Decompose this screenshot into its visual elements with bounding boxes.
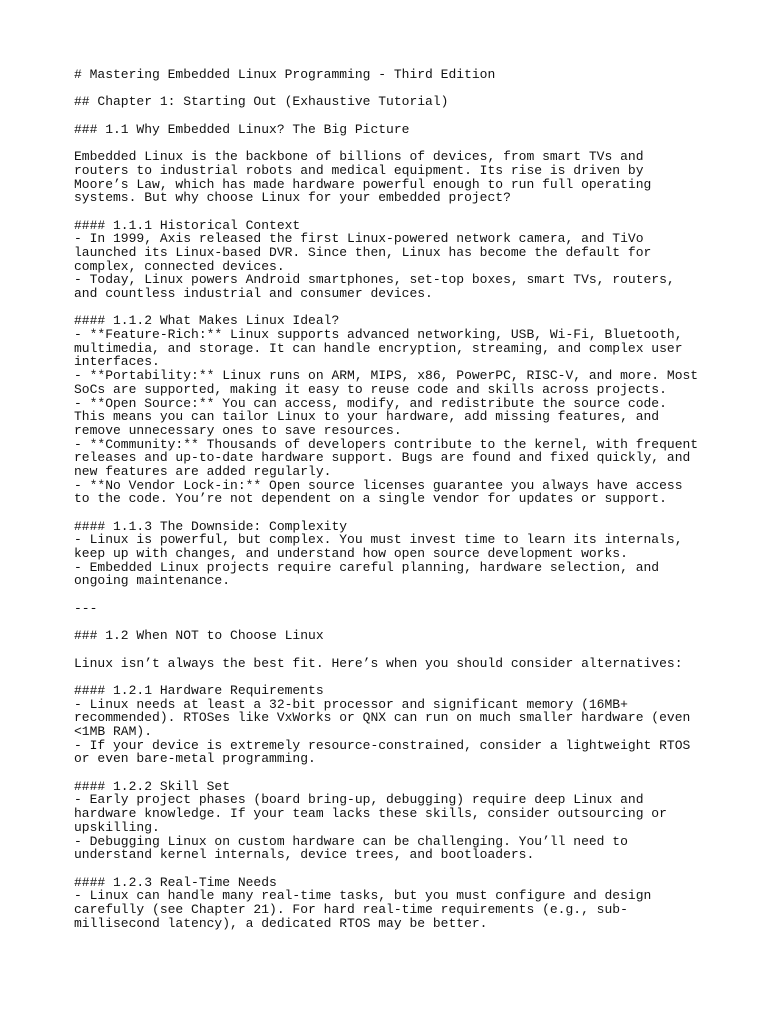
list-item-line: - In 1999, Axis released the first Linux-powered network camera, and TiVo [74,231,644,247]
text-line: or even bare-metal programming. [74,751,316,767]
text-line: ongoing maintenance. [74,573,231,589]
document-title: # Mastering Embedded Linux Programming - Third Edition [74,67,496,82]
blank-line [74,643,704,657]
text-line: hardware knowledge. If your team lacks these skills, consider outsourcing or [74,806,667,822]
text-line: Moore’s Law, which has made hardware powerful enough to run full operating [74,176,652,192]
blank-line [74,301,704,315]
text-line: <1MB RAM). [74,724,153,739]
list-item-line: - **Portability:** Linux runs on ARM, MIPS, x86, PowerPC, RISC-V, and more. Most [74,368,699,384]
subsection-heading: #### 1.2.3 Real-Time Needs [74,874,277,890]
subsection-heading: #### 1.1.2 What Makes Linux Ideal? [74,313,340,329]
blank-line [74,588,704,602]
text-line: understand kernel internals, device trees, and bootloaders. [74,847,535,863]
subsection-heading: #### 1.1.3 The Downside: Complexity [74,518,348,534]
text-line: complex, connected devices. [74,258,285,274]
blank-line [74,670,704,684]
list-item-line: - **Feature-Rich:** Linux supports advanced networking, USB, Wi-Fi, Bluetooth, [74,327,683,343]
text-line: Linux isn’t always the best fit. Here’s when you should consider alternatives: [74,655,683,671]
blank-line [74,82,704,96]
text-line: multimedia, and storage. It can handle encryption, streaming, and complex user [74,340,683,356]
list-item-line: - Linux is powerful, but complex. You must invest time to learn its internals, [74,532,683,548]
list-item-line: - If your device is extremely resource-constrained, consider a lightweight RTOS [74,737,691,753]
text-line: carefully (see Chapter 21). For hard real-time requirements (e.g., sub- [74,901,628,917]
text-line: systems. But why choose Linux for your embedded project? [74,190,511,206]
text-line: remove unnecessary ones to save resources. [74,422,402,438]
list-item-line: - Early project phases (board bring-up, debugging) require deep Linux and [74,792,644,808]
blank-line [74,506,704,520]
text-line: launched its Linux-based DVR. Since then, Linux has become the default for [74,244,652,260]
blank-line [74,136,704,150]
blank-line [74,109,704,123]
text-line: millisecond latency), a dedicated RTOS may be better. [74,915,488,931]
blank-line [74,616,704,630]
text-line: routers to industrial robots and medical equipment. Its rise is driven by [74,162,644,178]
section-heading: ### 1.2 When NOT to Choose Linux [74,628,324,644]
text-line: keep up with changes, and understand how open source development works. [74,546,628,562]
text-line: to the code. You’re not dependent on a single vendor for updates or support. [74,491,667,507]
document-text [74,68,704,930]
list-item-line: - Linux needs at least a 32-bit processor and significant memory (16MB+ [74,696,628,712]
subsection-heading: #### 1.2.1 Hardware Requirements [74,682,324,698]
text-line: Embedded Linux is the backbone of billions of devices, from smart TVs and [74,149,644,165]
text-line: upskilling. [74,819,160,835]
list-item-line: - Embedded Linux projects require careful planning, hardware selection, and [74,559,660,575]
text-line: This means you can tailor Linux to your hardware, add missing features, and [74,409,660,425]
list-item-line: - **Community:** Thousands of developers contribute to the kernel, with frequent [74,436,699,452]
horizontal-rule: --- [74,600,98,616]
list-item-line: - Today, Linux powers Android smartphones, set-top boxes, smart TVs, routers, [74,272,675,288]
blank-line [74,862,704,876]
subsection-heading: #### 1.1.1 Historical Context [74,217,301,233]
chapter-heading: ## Chapter 1: Starting Out (Exhaustive Tutorial) [74,94,449,110]
blank-line [74,766,704,780]
text-line: releases and up-to-date hardware support. Bugs are found and fixed quickly, and [74,450,691,466]
blank-line [74,205,704,219]
text-line: recommended). RTOSes like VxWorks or QNX can run on much smaller hardware (even [74,710,691,726]
text-line: new features are added regularly. [74,463,332,479]
list-item-line: - Linux can handle many real-time tasks, but you must configure and design [74,888,652,904]
subsection-heading: #### 1.2.2 Skill Set [74,778,231,794]
text-line: SoCs are supported, making it easy to reuse code and skills across projects. [74,381,667,397]
text-line: and countless industrial and consumer devices. [74,286,433,301]
list-item-line: - Debugging Linux on custom hardware can be challenging. You’ll need to [74,833,628,849]
section-heading: ### 1.1 Why Embedded Linux? The Big Picture [74,121,410,137]
list-item-line: - **No Vendor Lock-in:** Open source licenses guarantee you always have access [74,477,683,493]
text-line: interfaces. [74,354,160,370]
list-item-line: - **Open Source:** You can access, modify, and redistribute the source code. [74,395,667,411]
